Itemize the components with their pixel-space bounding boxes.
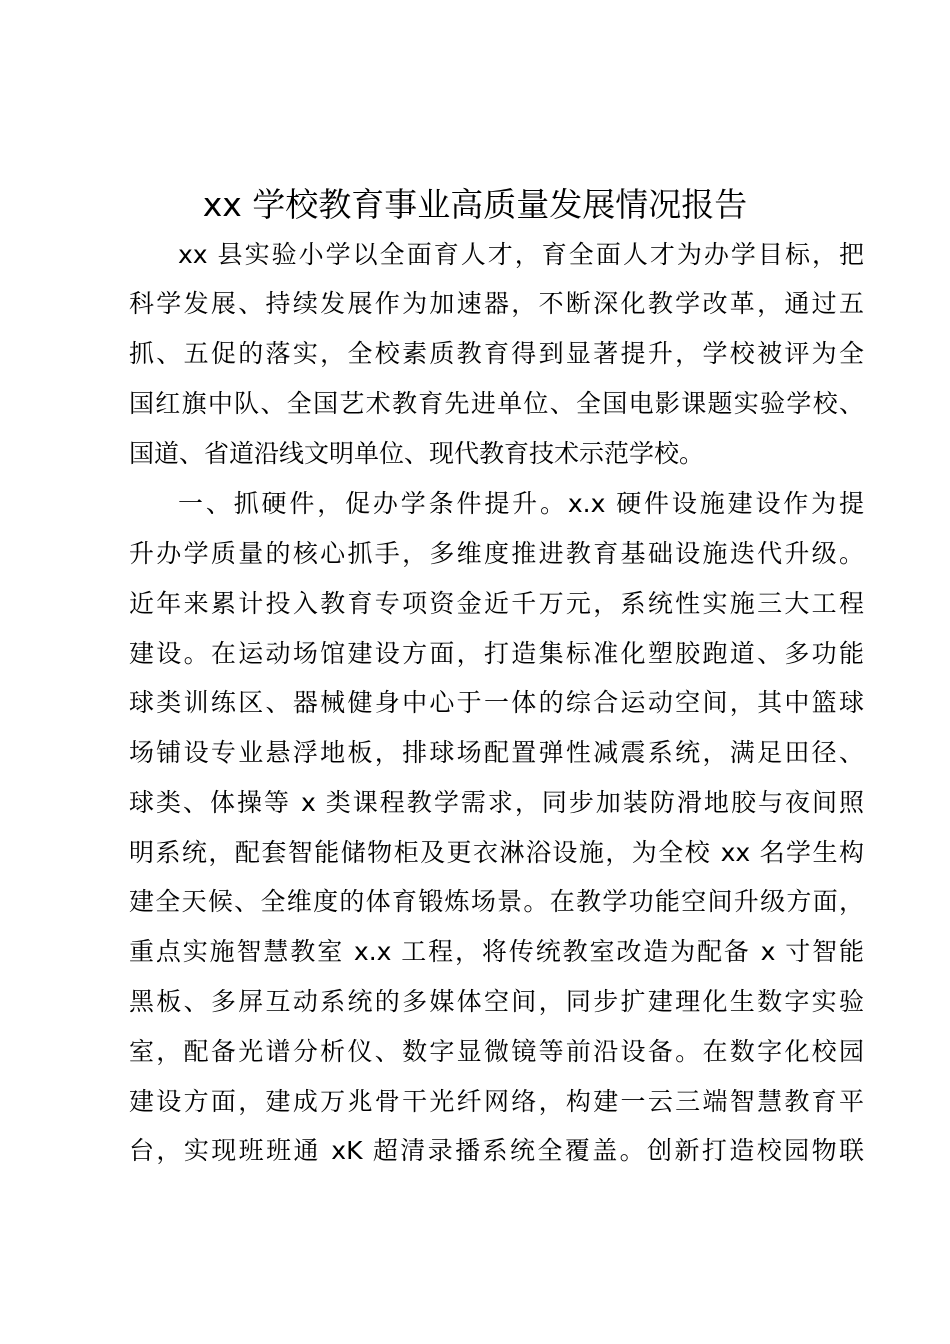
paragraph-1-line-4: 国红旗中队、全国艺术教育先进单位、全国电影课题实验学校、 [129,389,864,418]
paragraph-1-line-2: 科学发展、持续发展作为加速器，不断深化教学改革，通过五 [129,289,864,318]
paragraph-2-line-6: 场铺设专业悬浮地板，排球场配置弹性减震系统，满足田径、 [129,738,864,767]
paragraph-2-line-1: 一、抓硬件，促办学条件提升。x.x 硬件设施建设作为提 [178,489,864,518]
paragraph-1-line-1: xx 县实验小学以全面育人才，育全面人才为办学目标，把 [178,240,864,269]
paragraph-2-line-7: 球类、体操等 x 类课程教学需求，同步加装防滑地胶与夜间照 [129,788,864,817]
paragraph-1-line-3: 抓、五促的落实，全校素质教育得到显著提升，学校被评为全 [129,339,864,368]
paragraph-2-line-2: 升办学质量的核心抓手，多维度推进教育基础设施迭代升级。 [129,539,864,568]
paragraph-2-line-10: 重点实施智慧教室 x.x 工程，将传统教室改造为配备 x 寸智能 [129,937,864,966]
paragraph-2-line-3: 近年来累计投入教育专项资金近千万元，系统性实施三大工程 [129,589,864,618]
paragraph-2-line-5: 球类训练区、器械健身中心于一体的综合运动空间，其中篮球 [129,688,864,717]
paragraph-2-line-13: 建设方面，建成万兆骨干光纤网络，构建一云三端智慧教育平 [129,1087,864,1116]
document-title: xx 学校教育事业高质量发展情况报告 [202,185,748,224]
paragraph-2-line-4: 建设。在运动场馆建设方面，打造集标准化塑胶跑道、多功能 [129,639,864,668]
paragraph-1-line-5: 国道、省道沿线文明单位、现代教育技术示范学校。 [129,439,705,468]
paragraph-2-line-14: 台，实现班班通 xK 超清录播系统全覆盖。创新打造校园物联 [129,1136,864,1165]
paragraph-2-line-9: 建全天候、全维度的体育锻炼场景。在教学功能空间升级方面， [129,887,864,916]
paragraph-2-line-12: 室，配备光谱分析仪、数字显微镜等前沿设备。在数字化校园 [129,1037,864,1066]
paragraph-2-line-11: 黑板、多屏互动系统的多媒体空间，同步扩建理化生数字实验 [129,987,864,1016]
paragraph-2-line-8: 明系统，配套智能储物柜及更衣淋浴设施，为全校 xx 名学生构 [129,838,864,867]
